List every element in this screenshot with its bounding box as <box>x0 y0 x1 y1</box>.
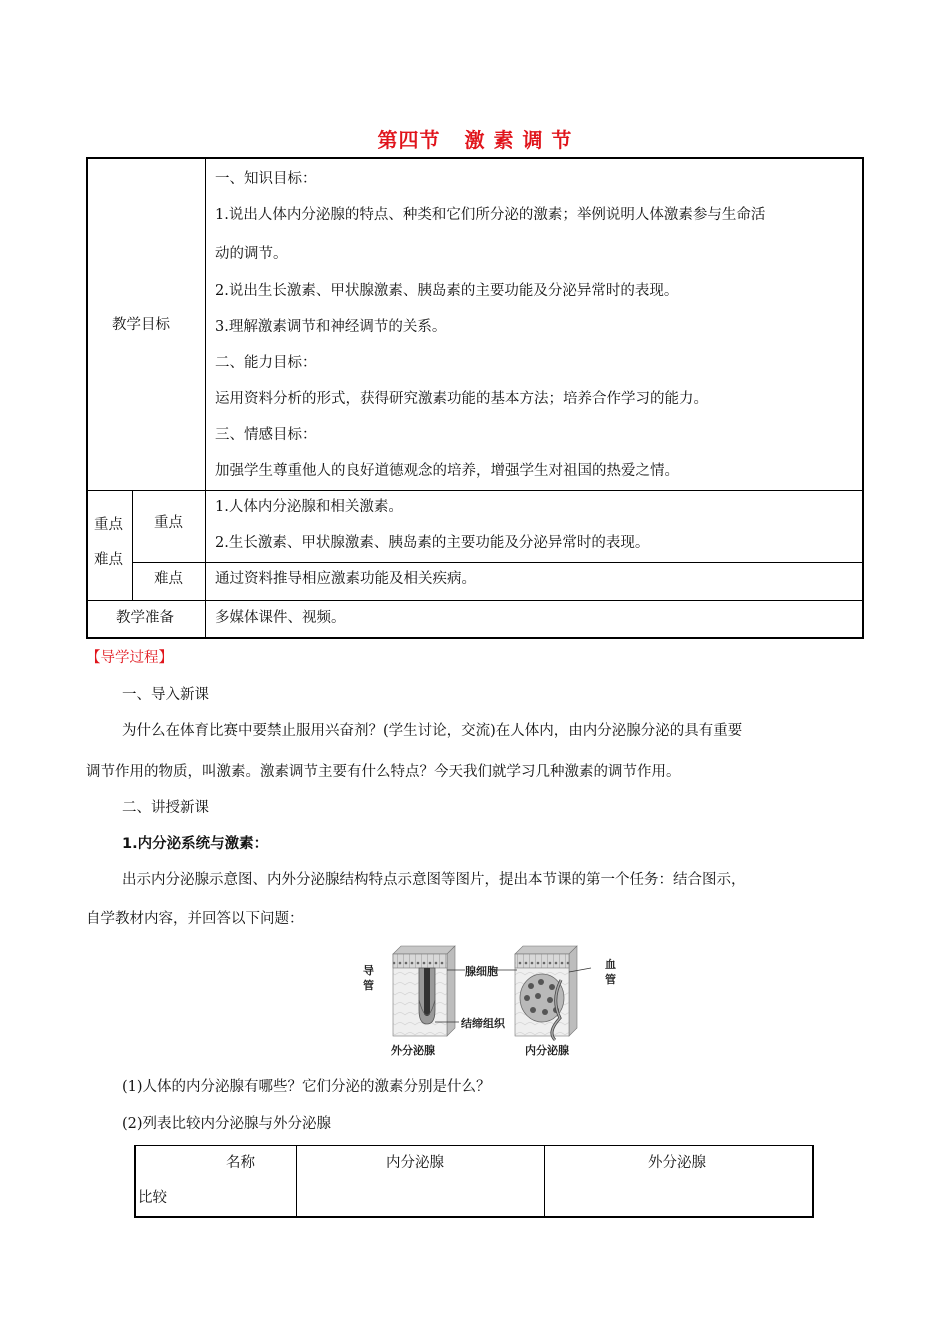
compare-col-endocrine: 内分泌腺 <box>386 1155 444 1171</box>
objective-line: 3.理解激素调节和神经调节的关系。 <box>215 319 447 335</box>
prep-label: 教学准备 <box>116 610 174 626</box>
compare-divider-2 <box>544 1145 545 1218</box>
objective-line: 1.说出人体内分泌腺的特点、种类和它们所分泌的激素；举例说明人体激素参与生命活 <box>215 207 766 223</box>
table-row-divider-1 <box>86 490 864 491</box>
keypoint-label-2: 难点 <box>94 552 123 568</box>
objective-line: 加强学生尊重他人的良好道德观念的培养，增强学生对祖国的热爱之情。 <box>215 463 679 479</box>
caption-exocrine: 外分泌腺 <box>391 1044 435 1057</box>
objective-line: 动的调节。 <box>215 246 288 262</box>
compare-divider-1 <box>296 1145 297 1218</box>
label-gland-cell: 腺细胞 <box>465 965 498 978</box>
question-2: (2)列表比较内分泌腺与外分泌腺 <box>122 1116 332 1132</box>
compare-border-right <box>812 1145 814 1218</box>
table-row-divider-3 <box>86 600 864 601</box>
label-duct-1: 导 <box>363 964 374 977</box>
compare-col-exocrine: 外分泌腺 <box>648 1155 706 1171</box>
table-divider-vertical <box>205 157 206 639</box>
section1-paragraph-line: 为什么在体育比赛中要禁止服用兴奋剂？(学生讨论，交流)在人体内，由内分泌腺分泌的具有重要 <box>122 723 743 739</box>
compare-corner-top: 名称 <box>226 1155 255 1171</box>
section2-heading: 二、讲授新课 <box>122 800 209 816</box>
guide-heading: 【导学过程】 <box>86 650 173 666</box>
endocrine-gland-drawing <box>515 946 577 1040</box>
subsection-paragraph-line: 自学教材内容，并回答以下问题： <box>86 911 304 927</box>
caption-endocrine: 内分泌腺 <box>525 1044 569 1057</box>
objective-line: 2.说出生长激素、甲状腺激素、胰岛素的主要功能及分泌异常时的表现。 <box>215 283 679 299</box>
page-title <box>0 124 950 153</box>
title-section-number: 第四节 <box>377 128 441 152</box>
label-duct-2: 管 <box>363 979 374 992</box>
label-blood-1: 血 <box>605 958 616 971</box>
compare-border-top <box>134 1145 814 1146</box>
title-topic: 激 素 调 节 <box>464 128 573 152</box>
section1-paragraph-line: 调节作用的物质，叫激素。激素调节主要有什么特点？今天我们就学习几种激素的调节作用。 <box>86 764 681 780</box>
section1-heading: 一、导入新课 <box>122 687 209 703</box>
keypoint-label-1: 重点 <box>94 517 123 533</box>
table-border-top <box>86 157 864 159</box>
prep-text: 多媒体课件、视频。 <box>215 610 346 626</box>
exocrine-gland-drawing <box>393 946 455 1036</box>
label-blood-2: 管 <box>605 973 616 986</box>
objective-line: 运用资料分析的形式，获得研究激素功能的基本方法；培养合作学习的能力。 <box>215 391 708 407</box>
objectives-label: 教学目标 <box>112 317 170 333</box>
compare-border-bottom <box>134 1216 814 1218</box>
subsection-paragraph-line: 出示内分泌腺示意图、内外分泌腺结构特点示意图等图片，提出本节课的第一个任务：结合图示， <box>122 872 746 888</box>
compare-corner-bottom: 比较 <box>138 1190 167 1206</box>
subsection-heading: 1.内分泌系统与激素： <box>122 836 269 852</box>
objective-line: 一、知识目标： <box>215 171 317 187</box>
table-border-bottom <box>86 637 864 639</box>
zhongdian-label: 重点 <box>154 515 183 531</box>
label-connective-tissue: 结缔组织 <box>461 1017 505 1030</box>
zhongdian-line: 1.人体内分泌腺和相关激素。 <box>215 499 403 515</box>
table-divider-keypoint <box>132 490 133 600</box>
zhongdian-line: 2.生长激素、甲状腺激素、胰岛素的主要功能及分泌异常时的表现。 <box>215 535 650 551</box>
table-border-left <box>86 157 88 639</box>
table-row-divider-2 <box>132 562 864 563</box>
gland-figure <box>355 940 625 1060</box>
question-1: (1)人体的内分泌腺有哪些？它们分泌的激素分别是什么？ <box>122 1079 491 1095</box>
objective-line: 二、能力目标： <box>215 355 317 371</box>
objective-line: 三、情感目标： <box>215 427 317 443</box>
nandian-label: 难点 <box>154 571 183 587</box>
compare-border-left <box>134 1145 136 1218</box>
nandian-text: 通过资料推导相应激素功能及相关疾病。 <box>215 571 476 587</box>
table-border-right <box>862 157 864 639</box>
